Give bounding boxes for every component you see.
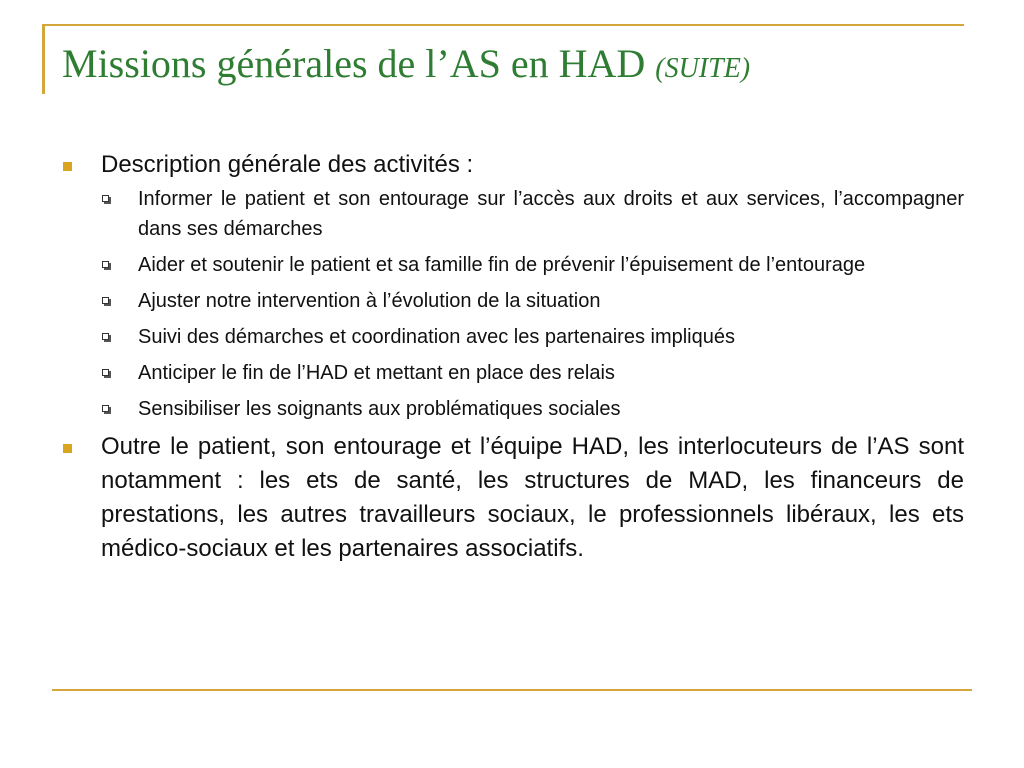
bullet-text: Outre le patient, son entourage et l’équipe HAD, les interlocuteurs de l’AS sont notamment : les ets de santé, les structures de MAD, les financeurs de prestations, les autres travailleurs sociaux, le professionnels libéraux, les ets médico-sociaux et les partenaires associatifs. [101,433,964,562]
hollow-box-bullet-icon [102,195,109,202]
sub-bullet-item [101,358,964,388]
square-bullet-icon [63,444,72,453]
sub-bullet-text: Sensibiliser les soignants aux problématiques sociales [138,398,621,420]
hollow-box-bullet-icon [102,369,109,376]
hollow-box-bullet-icon [102,333,109,340]
bullet-item [60,430,964,566]
sub-bullet-item [101,184,964,244]
sub-bullet-item [101,322,964,352]
slide-title [62,36,750,97]
slide-body [60,148,964,566]
sub-bullet-item [101,250,964,280]
sub-bullet-item [101,286,964,316]
hollow-box-bullet-icon [102,261,109,268]
accent-bottom-rule [52,689,972,691]
hollow-box-bullet-icon [102,297,109,304]
bullet-text: Description générale des activités : [101,151,474,178]
sub-bullet-text: Aider et soutenir le patient et sa famille fin de prévenir l’épuisement de l’entourage [138,254,866,276]
square-bullet-icon [63,162,72,171]
accent-top-rule [42,24,964,26]
title-main: Missions générales de l’AS en HAD [62,41,646,86]
bullet-item [60,148,964,424]
sub-bullet-text: Anticiper le fin de l’HAD et mettant en place des relais [138,362,615,384]
sub-bullet-item [101,394,964,424]
hollow-box-bullet-icon [102,405,109,412]
sub-bullet-list [101,184,964,424]
sub-bullet-text: Suivi des démarches et coordination avec les partenaires impliqués [138,326,735,348]
sub-bullet-text: Informer le patient et son entourage sur l’accès aux droits et aux services, l’accompagner dans ses démarches [138,188,964,240]
accent-vertical-rule [42,24,45,94]
sub-bullet-text: Ajuster notre intervention à l’évolution de la situation [138,290,601,312]
title-suffix: (SUITE) [655,53,751,84]
